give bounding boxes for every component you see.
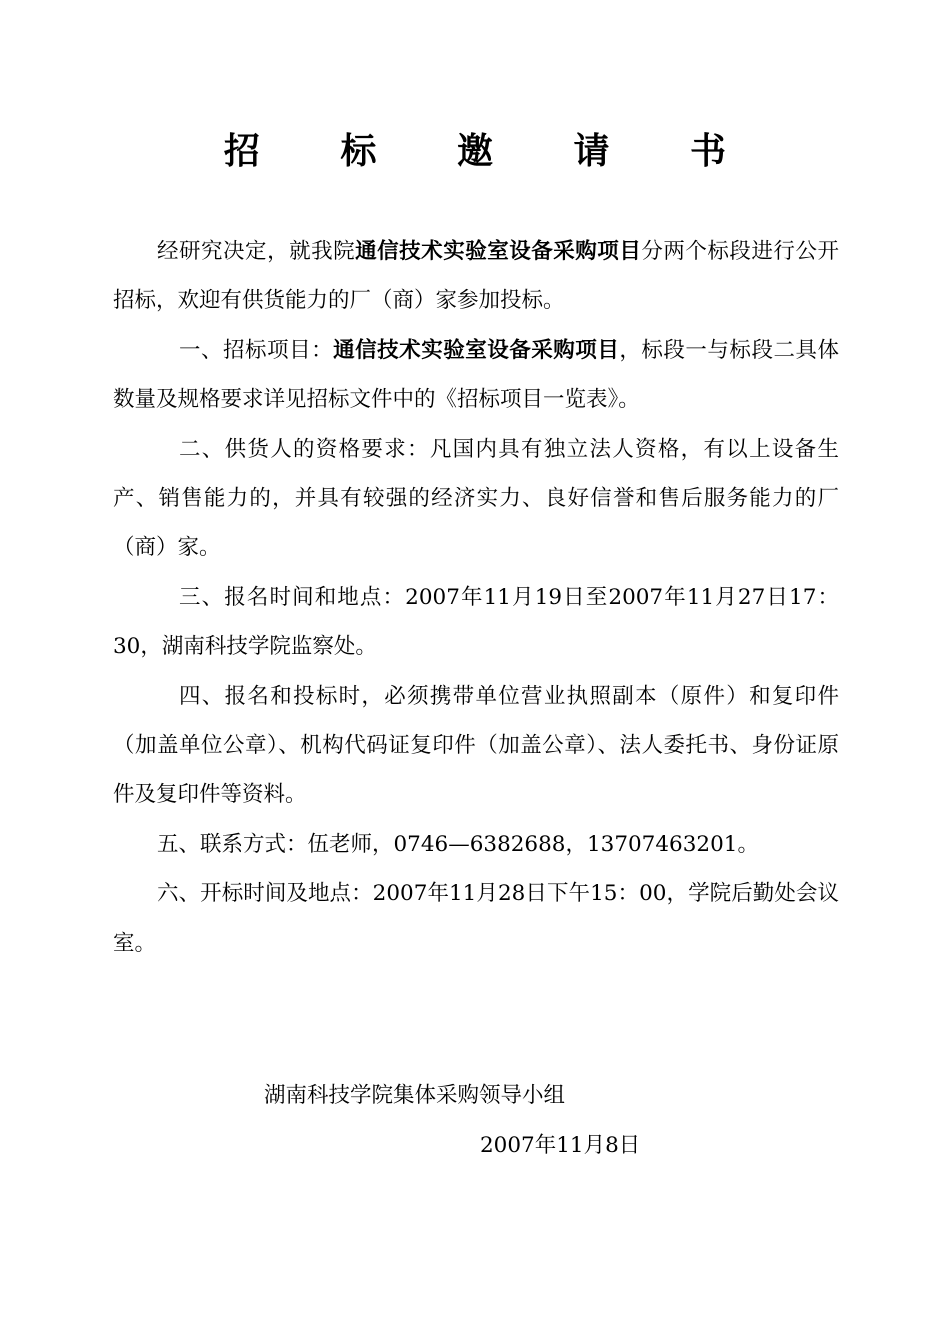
item-5-paragraph: 五、联系方式：伍老师，0746—6382688，13707463201。 — [157, 831, 759, 857]
signature-date: 2007年11月8日 — [480, 1133, 641, 1158]
item-2-paragraph: 二、供货人的资格要求：凡国内具有独立法人资格，有以上设备生产、销售能力的，并具有较强的经济实力、良好信誉和售后服务能力的厂（商）家。 — [113, 436, 839, 561]
intro-text-before: 经研究决定，就我院 — [157, 239, 356, 264]
intro-text-after: 分两个标段进行公开招标，欢迎有供货能力的厂（商）家参加投标。 — [113, 239, 839, 314]
item-1-text: ，标段一与标段二具体数量及规格要求详见招标文件中的《招标项目一览表》。 — [113, 337, 839, 413]
item-3-paragraph: 三、报名时间和地点：2007年11月19日至2007年11月27日17：30，湖南科技学院监察处。 — [113, 584, 839, 660]
intro-project-name: 通信技术实验室设备采购项目 — [355, 239, 642, 264]
document-body — [113, 227, 839, 968]
signature-organization: 湖南科技学院集体采购领导小组 — [264, 1083, 566, 1108]
item-1-project-name: 通信技术实验室设备采购项目 — [333, 337, 620, 363]
intro-paragraph — [113, 227, 839, 326]
item-1-label: 一、招标项目： — [179, 337, 334, 363]
item-1-paragraph — [113, 326, 839, 425]
item-4-paragraph: 四、报名和投标时，必须携带单位营业执照副本（原件）和复印件（加盖单位公章）、机构代码证复印件（加盖公章）、法人委托书、身份证原件及复印件等资料。 — [113, 683, 839, 808]
document-title: 招 标 邀 请 书 — [223, 131, 761, 172]
item-6-paragraph: 六、开标时间及地点：2007年11月28日下午15：00，学院后勤处会议室。 — [113, 881, 839, 956]
